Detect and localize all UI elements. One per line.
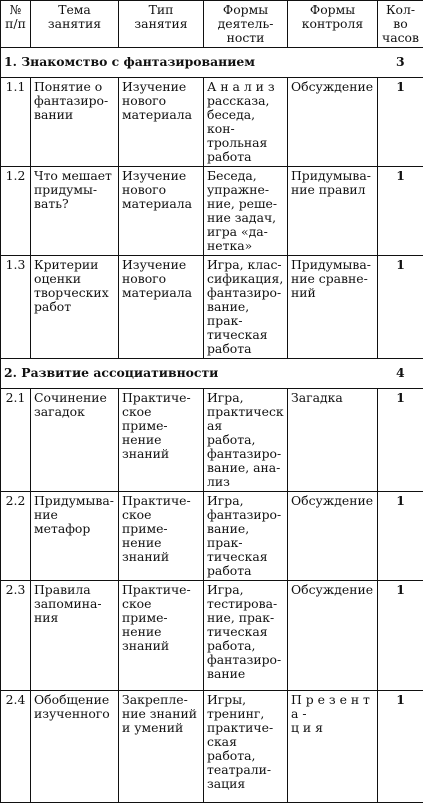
- row-num: 1.1: [1, 78, 31, 167]
- row-topic: Правила запомина- ния: [31, 581, 119, 691]
- row-type: Изучение нового материала: [119, 167, 204, 256]
- table-row: [1, 167, 423, 256]
- row-topic: Обобщение изученного: [31, 691, 119, 803]
- row-hours: 1: [378, 167, 423, 256]
- row-activity: Игра, фантазиро- вание, прак- тическая работа: [204, 492, 288, 581]
- row-type: Закрепле- ние знаний и умений: [119, 691, 204, 803]
- row-control: Придумыва- ние правил: [288, 167, 378, 256]
- row-activity: Беседа, упражне- ние, реше- ние задач, игра «да- нетка»: [204, 167, 288, 256]
- row-num: 2.4: [1, 691, 31, 803]
- section-hours: 4: [378, 359, 423, 389]
- table-row: [1, 256, 423, 359]
- row-topic: Что мешает придумы- вать?: [31, 167, 119, 256]
- header-hours: Кол- во часов: [378, 1, 423, 48]
- row-num: 2.1: [1, 389, 31, 492]
- section-title: 1. Знакомство с фантазированием: [1, 48, 378, 78]
- row-type: Практиче- ское приме- нение знаний: [119, 389, 204, 492]
- header-forms-activity: Формы деятель- ности: [204, 1, 288, 48]
- row-control: Придумыва- ние сравне- ний: [288, 256, 378, 359]
- row-topic: Придумыва- ние метафор: [31, 492, 119, 581]
- row-type: Практиче- ское приме- нение знаний: [119, 492, 204, 581]
- section-row: [1, 48, 423, 78]
- section-row: [1, 359, 423, 389]
- row-num: 1.2: [1, 167, 31, 256]
- row-hours: 1: [378, 78, 423, 167]
- row-type: Практиче- ское приме- нение знаний: [119, 581, 204, 691]
- row-type: Изучение нового материала: [119, 78, 204, 167]
- table-row: [1, 78, 423, 167]
- row-hours: 1: [378, 256, 423, 359]
- header-num: № п/п: [1, 1, 31, 48]
- row-control: Обсуждение: [288, 581, 378, 691]
- table-row: [1, 389, 423, 492]
- row-hours: 1: [378, 581, 423, 691]
- row-activity: Игры, тренинг, практиче- ская работа, театрали- зация: [204, 691, 288, 803]
- table-row: [1, 492, 423, 581]
- row-control: Обсуждение: [288, 78, 378, 167]
- row-hours: 1: [378, 492, 423, 581]
- row-topic: Понятие о фантазиро- вании: [31, 78, 119, 167]
- row-num: 1.3: [1, 256, 31, 359]
- section-hours: 3: [378, 48, 423, 78]
- table-row: [1, 581, 423, 691]
- row-topic: Критерии оценки творческих работ: [31, 256, 119, 359]
- row-type: Изучение нового материала: [119, 256, 204, 359]
- header-forms-control: Формы контроля: [288, 1, 378, 48]
- row-activity: Игра, клас- сификация, фантазиро- вание, прак- тическая работа: [204, 256, 288, 359]
- row-activity: Игра, тестирова- ние, прак- тическая работа, фантазиро- вание: [204, 581, 288, 691]
- row-control: П р е з е н т а - ц и я: [288, 691, 378, 803]
- row-activity: Игра, практическая работа, фантазиро- вание, ана- лиз: [204, 389, 288, 492]
- row-control: Обсуждение: [288, 492, 378, 581]
- row-activity: А н а л и з рассказа, беседа, кон- трольная работа: [204, 78, 288, 167]
- table-header-row: [1, 1, 423, 48]
- row-hours: 1: [378, 691, 423, 803]
- section-title: 2. Развитие ассоциативности: [1, 359, 378, 389]
- row-num: 2.3: [1, 581, 31, 691]
- row-control: Загадка: [288, 389, 378, 492]
- header-type: Тип занятия: [119, 1, 204, 48]
- row-num: 2.2: [1, 492, 31, 581]
- row-hours: 1: [378, 389, 423, 492]
- header-topic: Тема занятия: [31, 1, 119, 48]
- row-topic: Сочинение загадок: [31, 389, 119, 492]
